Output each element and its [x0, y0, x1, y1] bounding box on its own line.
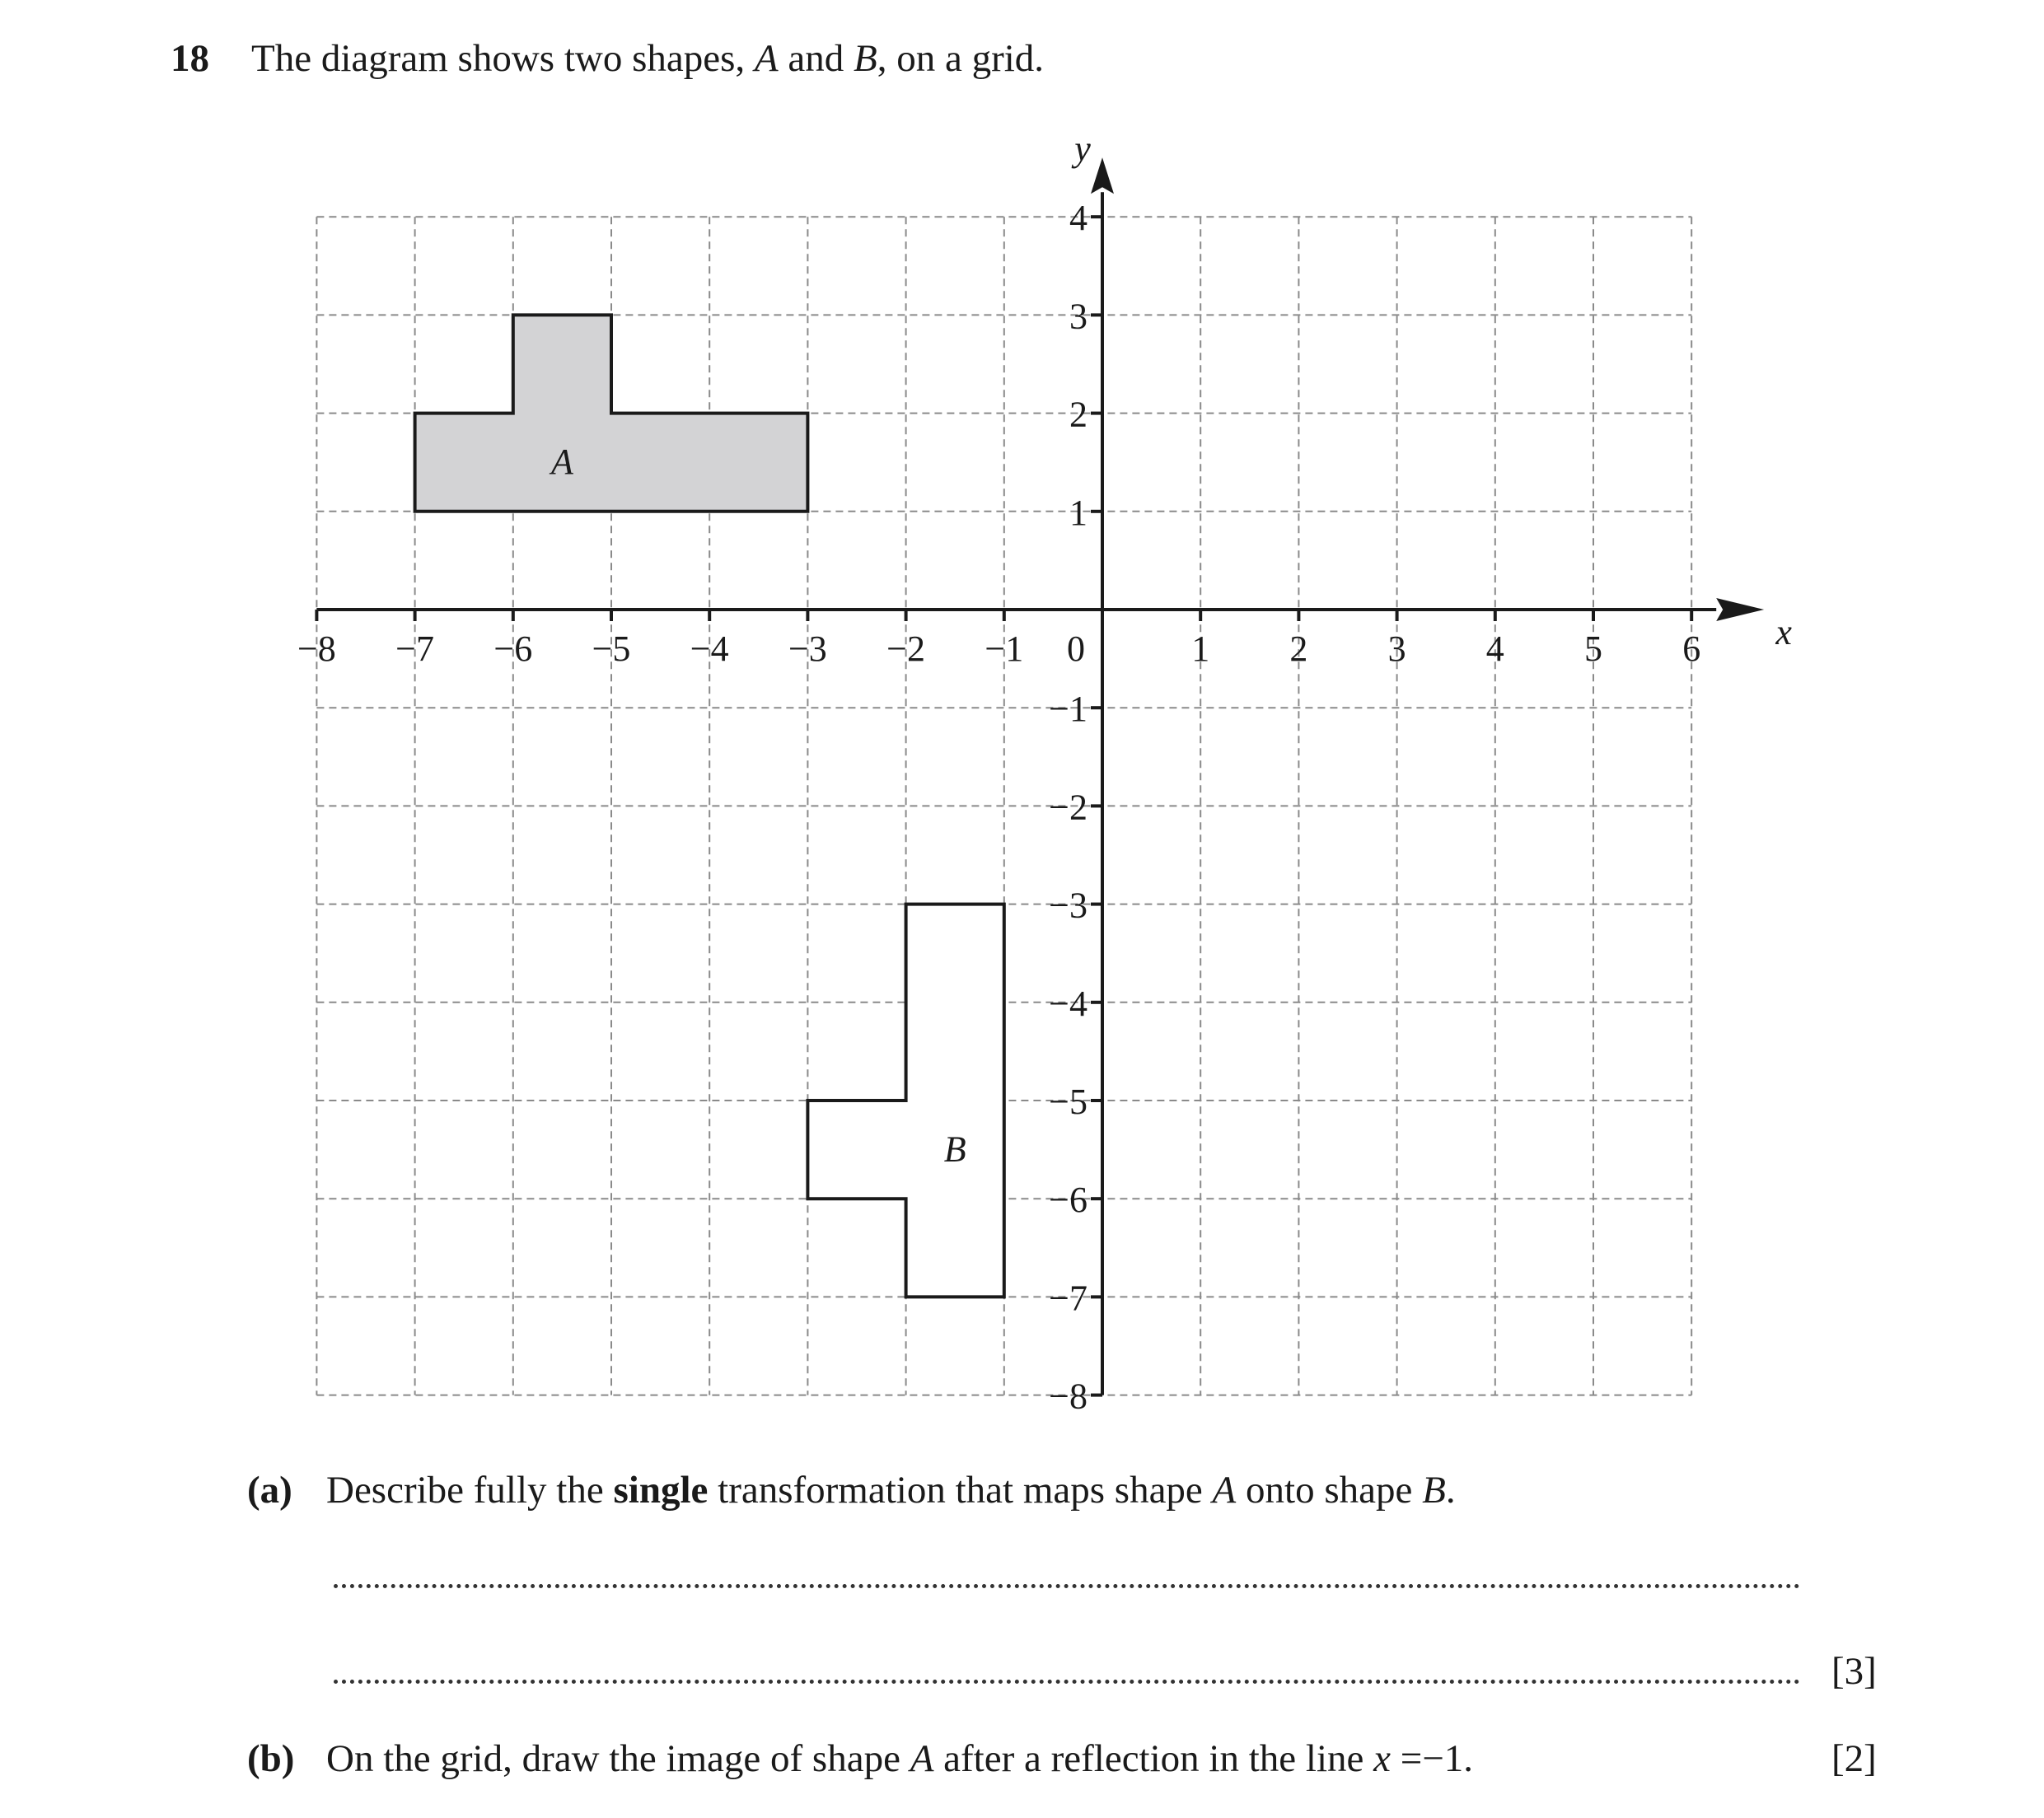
part-b-marks: [2] [1831, 1737, 1877, 1780]
question-text: The diagram shows two shapes, A and B, on a grid. [251, 37, 1045, 80]
y-tick-label: −6 [1049, 1180, 1087, 1221]
y-tick-label: −5 [1049, 1082, 1087, 1122]
x-axis-arrowhead [1716, 598, 1764, 621]
answer-line-1[interactable] [334, 1584, 1800, 1588]
answer-line-2[interactable] [334, 1680, 1800, 1684]
y-tick-label: −4 [1049, 983, 1087, 1024]
part-b-question: On the grid, draw the image of shape A after a reflection in the line x =−1. [326, 1737, 1474, 1780]
y-tick-label: −7 [1049, 1278, 1087, 1319]
x-tick-label: 2 [1289, 629, 1308, 669]
y-axis-label: y [1074, 129, 1091, 170]
x-tick-label: −6 [493, 629, 533, 669]
y-tick-label: −1 [1049, 689, 1087, 730]
x-axis-label: x [1775, 612, 1792, 652]
x-tick-label: −8 [297, 629, 336, 669]
part-b-label: (b) [247, 1737, 295, 1780]
y-tick-label: 1 [1069, 492, 1087, 533]
y-tick-label: 4 [1069, 198, 1087, 239]
x-tick-label: −1 [985, 629, 1024, 669]
y-tick-label: −3 [1049, 885, 1087, 926]
x-tick-label: 0 [1067, 629, 1085, 669]
shape-b-label: B [943, 1129, 966, 1170]
shape-b [807, 904, 1003, 1297]
x-tick-label: 6 [1682, 629, 1701, 669]
x-tick-label: −2 [886, 629, 926, 669]
shape-a-label: A [550, 442, 573, 483]
y-tick-label: −2 [1049, 787, 1087, 828]
y-tick-label: 3 [1069, 296, 1087, 337]
x-tick-label: −3 [788, 629, 827, 669]
x-tick-label: −7 [395, 629, 435, 669]
x-tick-label: −4 [690, 629, 729, 669]
part-a-label: (a) [247, 1469, 292, 1512]
x-tick-label: 4 [1485, 629, 1504, 669]
x-tick-label: −5 [592, 629, 631, 669]
shape-a [415, 315, 808, 511]
part-a-question: Describe fully the single transformation that maps shape A onto shape B. [326, 1469, 1456, 1512]
question-number: 18 [171, 37, 209, 80]
x-tick-label: 3 [1387, 629, 1406, 669]
x-tick-label: 5 [1584, 629, 1602, 669]
x-tick-label: 1 [1191, 629, 1210, 669]
part-a-marks: [3] [1831, 1650, 1877, 1693]
y-tick-label: −8 [1049, 1376, 1087, 1417]
y-axis-arrowhead [1091, 157, 1114, 194]
y-tick-label: 2 [1069, 394, 1087, 435]
